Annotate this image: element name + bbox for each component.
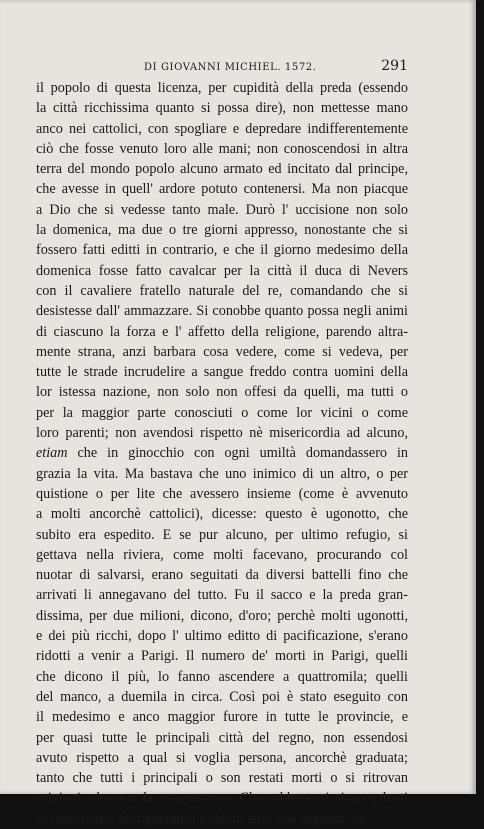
text-line: di ciascuno la forza e l' affetto della religione, parendo altra- [36, 323, 408, 340]
text-line: a Dio che si vedesse tanto male. Durò l' uccisione non solo [36, 201, 408, 218]
body-text [36, 78, 408, 829]
text-line: mente strana, anzi barbara cosa vedere, come si vedeva, per [36, 343, 408, 360]
text-line-etiam [36, 443, 408, 463]
text-line: quistione o per lite che avessero insieme (come è avvenuto [36, 485, 408, 502]
text-line: nuotar di salvarsi, erano seguitati da diversi battelli fino che [36, 567, 408, 584]
text-line: ridotti a venir a Parigi. Il numero de' morti in Parigi, quelli [36, 648, 408, 665]
text-line: subito era espedito. E se pur alcuno, per ultimo refugio, si [36, 526, 408, 543]
text-line: gettava nella riviera, come molti facevano, procurando col [36, 546, 408, 563]
text-line: per la maggior parte conosciuti o come lor vicini o come [36, 404, 408, 421]
text-line: ciò che fosse venuto loro alle mani; non conoscendosi in altra [36, 140, 408, 157]
text-line: il medesimo e anco maggior furore in tutte le provincie, e [36, 709, 408, 726]
text-line: lor istessa nazione, non solo non offesi da quelli, ma tutti o [36, 384, 408, 401]
text-line: con il cavaliere fratello naturale del re, comandando che si [36, 282, 408, 299]
text-line: fossero fatti editti in contrario, e che il giorno medesimo della [36, 242, 408, 259]
text-line: loro parenti; non avendosi rispetto nè misericordia ad alcuno, [36, 425, 408, 442]
text-line: avuto rispetto a qual si voglia persona, ancorchè graduata; [36, 749, 408, 766]
text-line: il popolo di questa licenza, per cupidità della preda (essendo [36, 80, 408, 96]
text-line: prigioni, che non la scapperanno. Che sebbene si siano salvati [36, 790, 408, 807]
text-line: e dei più ricchi, dopo l' ultimo editto di pacificazione, s'erano [36, 628, 408, 645]
text-line: grazia la vita. Ma bastava che uno inimico di un altro, o per [36, 465, 408, 482]
text-line: a molti ancorchè cattolici), dicesse: questo è ugonotto, che [36, 506, 408, 523]
page-number: 291 [381, 58, 408, 74]
text-line: la città ricchissima quanto si possa dire), non mettesse mano [36, 100, 408, 117]
text-line: tanto che tutti i principali o son restati morti o si ritrovan [36, 770, 408, 787]
text-line: che dicono il più, lo fanno ascendere a quattromila; quelli [36, 668, 408, 685]
text-line: che avesse in quell' ardore potuto contenersi. Ma non piacque [36, 181, 408, 198]
italic-word: etiam [36, 445, 68, 462]
text-line: per quasi tutte le principali città del regno, non essendosi [36, 729, 408, 746]
running-title: DI GIOVANNI MICHIEL. 1572. [144, 62, 317, 73]
text-line: anco nei cattolici, con spogliare e depredare indifferentemente [36, 120, 408, 137]
text-line: desistesse dall' ammazzare. Si conobbe quanto possa negli animi [36, 303, 408, 320]
line-rest: che in ginocchio con ogni umiltà domandassero in [67, 445, 408, 462]
text-line: arrivati li annegavano del tutto. Fu il sacco e la preda gran- [36, 587, 408, 604]
text-line: del manco, a duemila in circa. Così poi è stato eseguito con [36, 688, 408, 705]
text-line: domenica fosse fatto cavalcar per la città il duca di Nevers [36, 262, 408, 279]
text-line: in Inghilterra, Mongommeri e alcuni altri, che seguitati da [36, 810, 366, 827]
text-line: dissima, per due milioni, dicono, d'oro; perchè molti ugonotti, [36, 607, 408, 624]
text-line: la domenica, ma due o tre giorni appresso, nonostante che si [36, 222, 408, 239]
running-head [36, 58, 408, 78]
text-line: tutte le strade incrudelire a sangue freddo contra uomini della [36, 364, 408, 381]
text-line: terra del mondo popolo alcuno armato ed incitato dal principe, [36, 161, 408, 178]
